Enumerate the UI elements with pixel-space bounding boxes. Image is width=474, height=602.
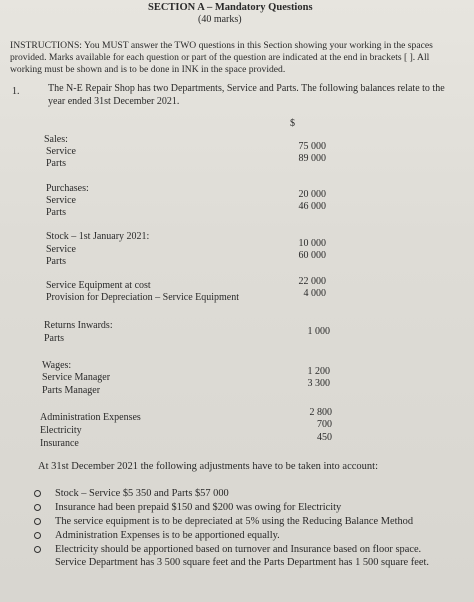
stock-parts-label: Parts bbox=[46, 256, 66, 267]
purchases-service-label: Service bbox=[46, 195, 76, 206]
adjustments-list bbox=[30, 487, 470, 570]
returns-parts-label: Parts bbox=[44, 333, 64, 344]
electricity-label: Electricity bbox=[40, 425, 82, 436]
bullet-icon bbox=[34, 518, 41, 525]
sales-service-label: Service bbox=[46, 146, 76, 157]
equipment-label: Service Equipment at cost bbox=[46, 280, 151, 291]
insurance-label: Insurance bbox=[40, 438, 79, 449]
bullet-icon bbox=[34, 490, 41, 497]
wages-parts-manager-label: Parts Manager bbox=[42, 385, 101, 396]
adjustments-title: At 31st December 2021 the following adjustments have to be taken into account: bbox=[38, 461, 378, 472]
sales-service-amount: 75 000 bbox=[298, 141, 326, 152]
stock-heading: Stock – 1st January 2021: bbox=[46, 231, 150, 242]
bullet-icon bbox=[34, 504, 41, 511]
list-item: Electricity should be apportioned based on turnover and Insurance based on floor space. Service Department has 3 500 square feet and the Parts Department has 1 500 square feet. bbox=[30, 543, 470, 569]
list-item: Stock – Service $5 350 and Parts $57 000 bbox=[30, 487, 470, 500]
section-marks: (40 marks) bbox=[198, 14, 242, 25]
sales-parts-label: Parts bbox=[46, 158, 66, 169]
returns-heading: Returns Inwards: bbox=[44, 320, 113, 331]
list-item: Administration Expenses is to be apportioned equally. bbox=[30, 529, 470, 542]
depreciation-label: Provision for Depreciation – Service Equipment bbox=[46, 292, 240, 303]
wages-service-manager-label: Service Manager bbox=[42, 372, 111, 383]
wages-heading: Wages: bbox=[42, 360, 72, 371]
purchases-heading: Purchases: bbox=[46, 183, 89, 194]
electricity-amount: 700 bbox=[317, 419, 332, 430]
purchases-parts-amount: 46 000 bbox=[298, 201, 326, 212]
sales-parts-amount: 89 000 bbox=[298, 153, 326, 164]
stock-service-label: Service bbox=[46, 244, 76, 255]
currency-heading: $ bbox=[290, 118, 295, 129]
question-number: 1. bbox=[12, 86, 20, 97]
wages-parts-amount: 3 300 bbox=[307, 378, 330, 389]
returns-parts-amount: 1 000 bbox=[307, 326, 330, 337]
wages-service-amount: 1 200 bbox=[307, 366, 330, 377]
list-item: Insurance had been prepaid $150 and $200 was owing for Electricity bbox=[30, 501, 470, 514]
equipment-amount: 22 000 bbox=[298, 276, 326, 287]
depreciation-amount: 4 000 bbox=[303, 288, 326, 299]
bullet-icon bbox=[34, 532, 41, 539]
list-item: The service equipment is to be depreciated at 5% using the Reducing Balance Method bbox=[30, 515, 470, 528]
stock-service-amount: 10 000 bbox=[298, 238, 326, 249]
admin-expenses-label: Administration Expenses bbox=[40, 412, 141, 423]
stock-parts-amount: 60 000 bbox=[298, 250, 326, 261]
instructions-text: INSTRUCTIONS: You MUST answer the TWO questions in this Section showing your working in the spaces provided. Marks available for each question or part of the question are indicated at the end in brackets [ ]. All working must be shown and is to be done in INK in the space provided. bbox=[10, 40, 433, 75]
admin-expenses-amount: 2 800 bbox=[309, 407, 332, 418]
question-intro: The N-E Repair Shop has two Departments, Service and Parts. The following balances relate to the year ended 31st December 2021. bbox=[48, 83, 445, 107]
bullet-icon bbox=[34, 546, 41, 553]
section-title: SECTION A – Mandatory Questions bbox=[148, 2, 313, 13]
purchases-service-amount: 20 000 bbox=[298, 189, 326, 200]
insurance-amount: 450 bbox=[317, 432, 332, 443]
purchases-parts-label: Parts bbox=[46, 207, 66, 218]
sales-heading: Sales: bbox=[44, 134, 68, 145]
